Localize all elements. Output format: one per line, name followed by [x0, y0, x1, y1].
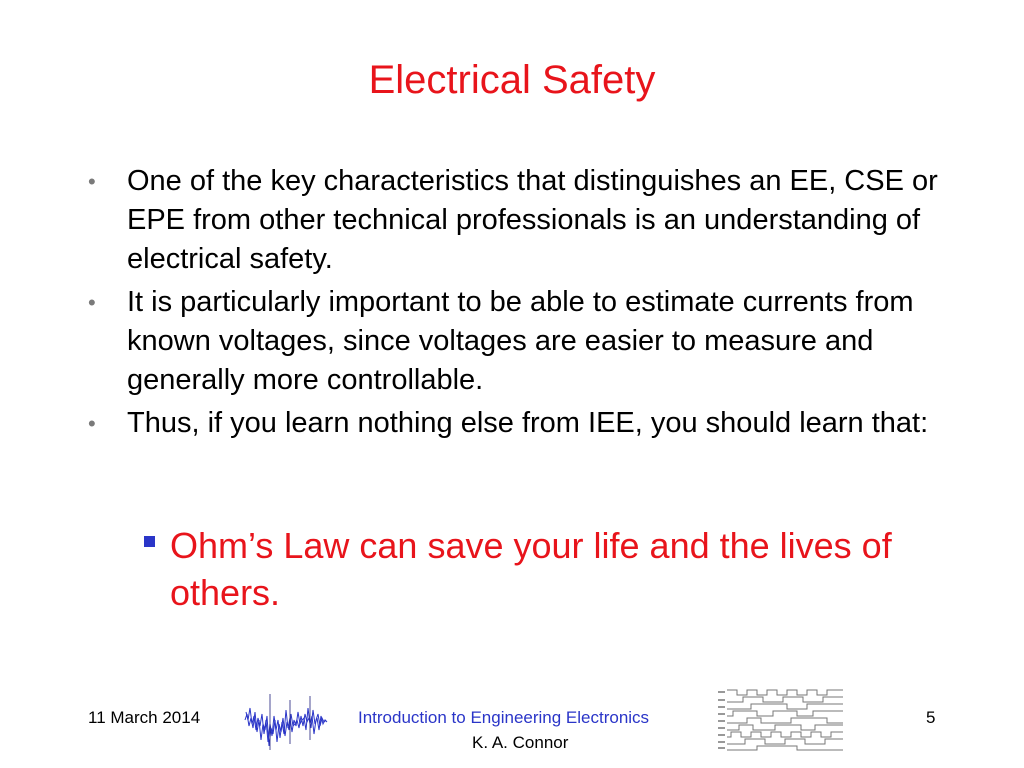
- page-number: 5: [926, 708, 936, 727]
- bullet-text: It is particularly important to be able to estimate currents from known voltages, since voltages are easier to measure and generally more controllable.: [127, 286, 914, 396]
- bullet-item: [86, 162, 966, 279]
- bullet-marker: •: [88, 169, 96, 194]
- sub-bullet-text: Ohm’s Law can save your life and the lives of others.: [170, 525, 892, 613]
- bullet-text: Thus, if you learn nothing else from IEE, you should learn that:: [127, 407, 929, 439]
- bullet-list: [86, 162, 966, 447]
- bullet-text: One of the key characteristics that distinguishes an EE, CSE or EPE from other technical professionals is an understanding of electrical safety.: [127, 165, 938, 275]
- footer-author: K. A. Connor: [472, 733, 569, 752]
- footer-date: 11 March 2014: [88, 708, 201, 727]
- noise-waveform-icon: [244, 690, 328, 752]
- slide-title: Electrical Safety: [368, 58, 656, 102]
- bullet-item: [86, 283, 966, 400]
- footer-course-title: Introduction to Engineering Electronics: [358, 708, 650, 727]
- bullet-marker: •: [88, 411, 96, 436]
- square-bullet-icon: [142, 522, 170, 569]
- sub-bullet-item: [142, 522, 962, 616]
- bullet-item: [86, 404, 966, 443]
- timing-diagram-icon: [717, 686, 845, 752]
- bullet-marker: •: [88, 290, 96, 315]
